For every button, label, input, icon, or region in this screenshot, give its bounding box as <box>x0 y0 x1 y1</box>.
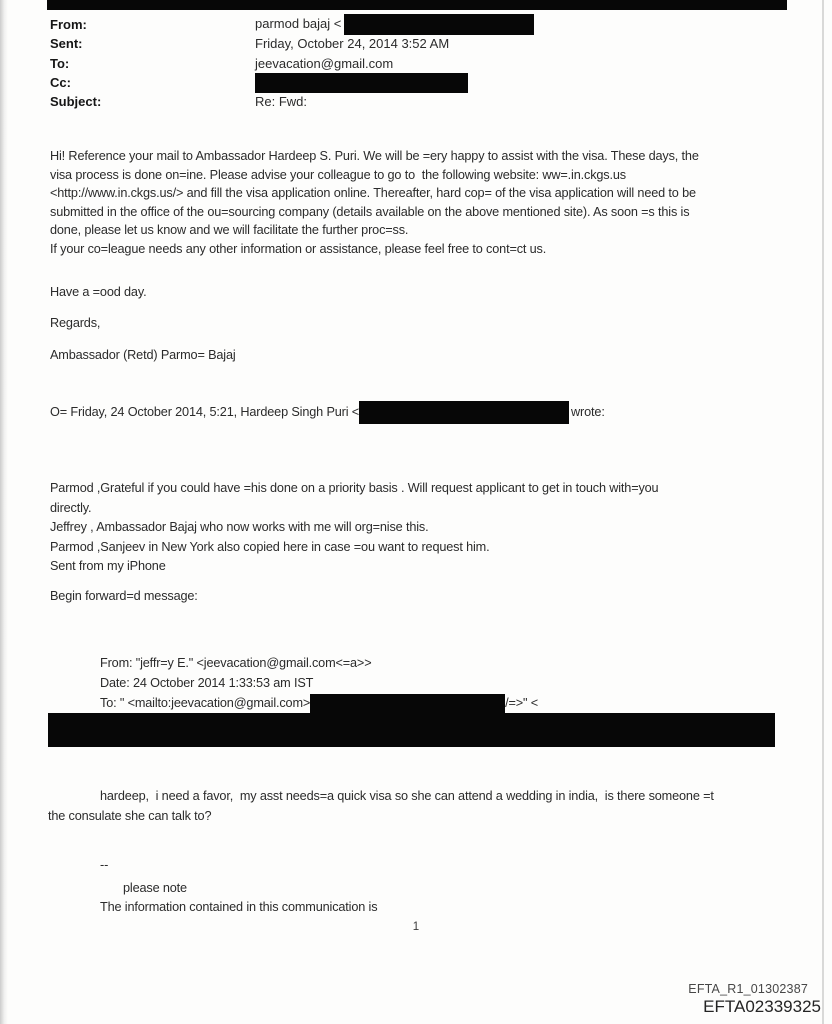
redaction-bar-attribution <box>359 401 569 424</box>
disclaimer-note-line1: please note <box>123 881 187 895</box>
body-line: done, please let us know and we will facilitate the further proc=ss. <box>50 223 409 238</box>
subject-label: Subject: <box>50 94 102 110</box>
forwarded-to-prefix: To: " <mailto:jeevacation@gmail.com> <box>100 696 311 710</box>
cc-label: Cc: <box>50 75 71 91</box>
page-number: 1 <box>412 921 420 933</box>
to-label: To: <box>50 55 70 71</box>
body-line: <http://www.in.ckgs.us/> and fill the visa application online. Thereafter, hard cop= of the visa application will need to be <box>50 186 696 201</box>
request-line: hardeep, i need a favor, my asst needs=a quick visa so she can attend a wedding in india, is there someone =t <box>100 789 714 803</box>
forwarded-to-line <box>100 693 538 713</box>
disclaimer-note-line2: The information contained in this communication is <box>100 900 378 914</box>
header-row-sent <box>50 34 795 53</box>
reply-attribution-prefix: O= Friday, 24 October 2014, 5:21, Hardeep Singh Puri < <box>50 405 360 419</box>
from-label: From: <box>50 17 87 33</box>
header-row-subject <box>50 92 795 111</box>
quoted-reply-block <box>50 479 658 577</box>
quoted-reply-line: Parmod ,Grateful if you could have =his done on a priority basis . Will request applicant to get in touch with=you <box>50 481 659 495</box>
header-row-cc <box>50 73 795 92</box>
closing-line: Have a =ood day. <box>50 285 147 299</box>
body-paragraph-main <box>50 147 699 259</box>
forwarded-to-suffix: /=>" < <box>505 696 539 710</box>
from-value-text: parmod bajaj < <box>255 16 342 32</box>
body-line: submitted in the office of the ou=sourcing company (details available on the above mentioned site). As soon =s this is <box>50 204 690 219</box>
signature-separator: -- <box>100 858 109 872</box>
body-line: Hi! Reference your mail to Ambassador Hardeep S. Puri. We will be =ery happy to assist with the visa. These days, the <box>50 149 699 163</box>
header-row-to <box>50 54 795 73</box>
quoted-reply-line: Parmod ,Sanjeev in New York also copied here in case =ou want to request him. <box>50 539 490 554</box>
scan-edge-right <box>822 0 824 1024</box>
cc-value <box>255 73 468 93</box>
signature-line: Ambassador (Retd) Parmo= Bajaj <box>50 348 236 362</box>
email-header <box>50 15 795 111</box>
to-value: jeevacation@gmail.com <box>255 55 394 71</box>
regards-line: Regards, <box>50 316 101 330</box>
quoted-reply-line: Sent from my iPhone <box>50 559 166 574</box>
bates-number-large: EFTA02339325 <box>703 997 821 1016</box>
request-line: the consulate she can talk to? <box>48 809 212 823</box>
redaction-bar-cc <box>255 73 468 93</box>
from-value <box>255 14 534 35</box>
redaction-bar-large <box>48 713 775 747</box>
body-line: If your co=league needs any other information or assistance, please feel free to cont=ct us. <box>50 241 547 256</box>
sent-value: Friday, October 24, 2014 3:52 AM <box>255 36 450 52</box>
scan-edge-left <box>0 0 8 1024</box>
quoted-reply-line: directly. <box>50 500 92 515</box>
redaction-bar-from <box>344 14 534 35</box>
bates-number-small: EFTA_R1_01302387 <box>688 982 808 996</box>
forwarded-from-line: From: "jeffr=y E." <jeevacation@gmail.com<=a>> <box>100 656 372 670</box>
redaction-bar-top <box>47 0 787 10</box>
forwarded-date-line: Date: 24 October 2014 1:33:53 am IST <box>100 676 314 690</box>
redaction-bar-forwarded-to <box>310 694 505 713</box>
forwarded-header-block <box>100 653 538 713</box>
forwarded-request-block <box>48 786 714 826</box>
subject-value: Re: Fwd: <box>255 94 308 110</box>
reply-attribution-line <box>50 399 605 425</box>
body-line: visa process is done on=ine. Please advise your colleague to go to the following website: ww=.in.ckgs.us <box>50 167 626 182</box>
begin-forwarded-line: Begin forward=d message: <box>50 589 198 603</box>
sent-label: Sent: <box>50 36 83 52</box>
reply-attribution-suffix: wrote: <box>571 405 605 419</box>
quoted-reply-line: Jeffrey , Ambassador Bajaj who now works with me will org=nise this. <box>50 520 429 535</box>
header-row-from <box>50 15 795 34</box>
